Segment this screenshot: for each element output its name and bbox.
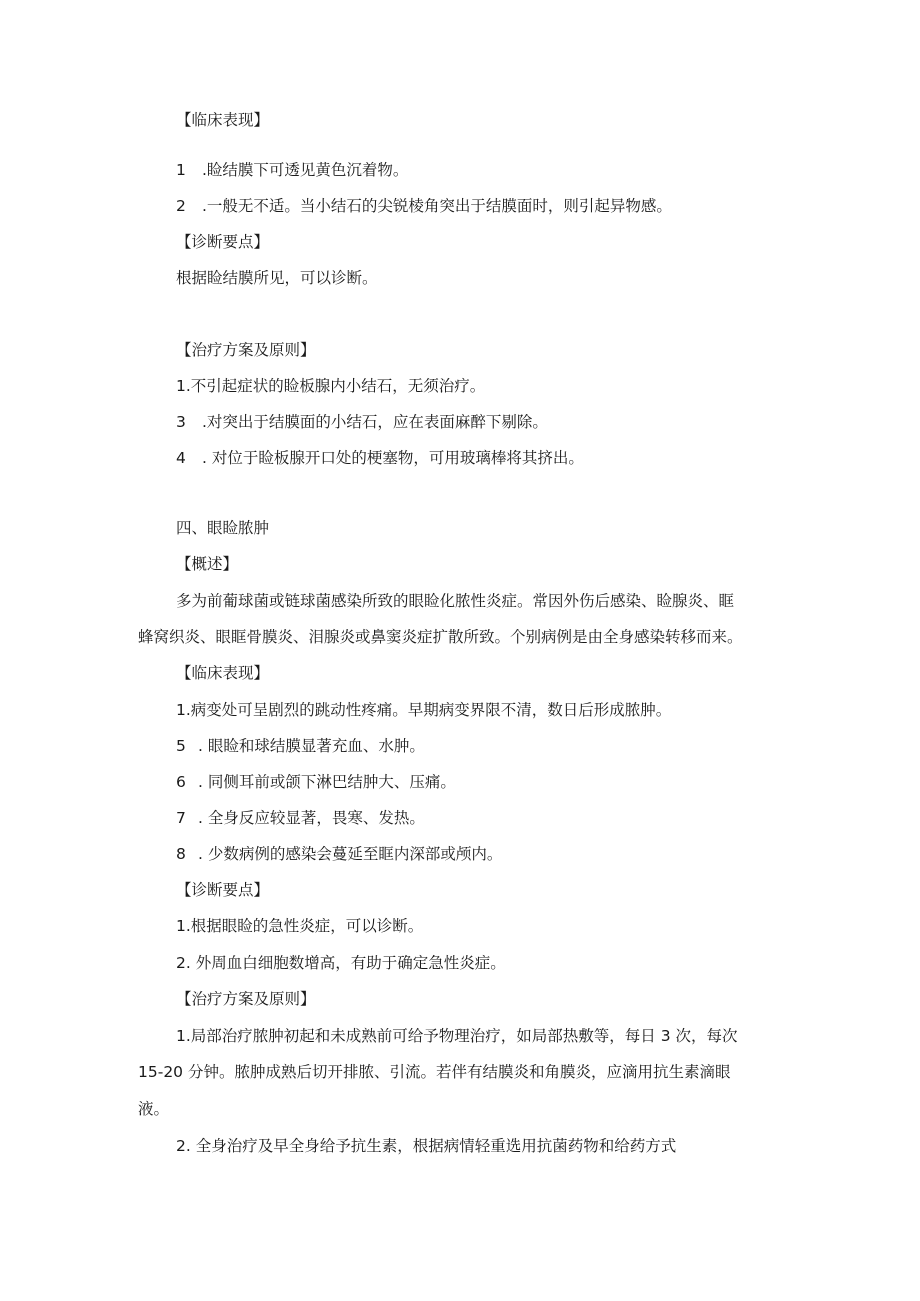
item-number: 7: [176, 809, 186, 827]
list-item: 2. 外周血白细胞数增高，有助于确定急性炎症。: [176, 954, 506, 972]
item-text: . 全身反应较显著，畏寒、发热。: [198, 809, 425, 827]
treatment-heading: 【治疗方案及原则】: [176, 990, 316, 1008]
list-item: [176, 160, 408, 180]
overview-paragraph-line: 蜂窝织炎、眼眶骨膜炎、泪腺炎或鼻窦炎症扩散所致。个别病例是由全身感染转移而来。: [138, 628, 743, 646]
diagnosis-text: 根据睑结膜所见，可以诊断。: [176, 269, 378, 287]
item-text: . 少数病例的感染会蔓延至眶内深部或颅内。: [198, 845, 503, 863]
item-number: 8: [176, 845, 186, 863]
clinical-heading: 【临床表现】: [176, 111, 270, 129]
overview-paragraph-line: 多为前葡球菌或链球菌感染所致的眼睑化脓性炎症。常因外伤后感染、睑腺炎、眶: [176, 592, 735, 610]
item-text: .睑结膜下可透见黄色沉着物。: [202, 161, 409, 179]
item-number: 4: [176, 449, 186, 467]
item-number: 6: [176, 773, 186, 791]
clinical-heading: 【临床表现】: [176, 664, 270, 682]
list-item: [176, 196, 672, 216]
treatment-paragraph-line: 1.局部治疗脓肿初起和未成熟前可给予物理治疗，如局部热敷等，每日 3 次，每次: [176, 1027, 738, 1045]
list-item: 1.病变处可呈剧烈的跳动性疼痛。早期病变界限不清，数日后形成脓肿。: [176, 701, 672, 719]
section-title: 四、眼睑脓肿: [176, 519, 270, 537]
treatment-paragraph-line: 15-20 分钟。脓肿成熟后切开排脓、引流。若伴有结膜炎和角膜炎，应滴用抗生素滴眼: [138, 1063, 731, 1081]
list-item: 1.根据眼睑的急性炎症，可以诊断。: [176, 917, 424, 935]
diagnosis-heading: 【诊断要点】: [176, 881, 270, 899]
list-item: 1.不引起症状的睑板腺内小结石，无须治疗。: [176, 377, 486, 395]
treatment-paragraph-line: 液。: [138, 1100, 170, 1118]
list-item: [176, 736, 425, 756]
list-item: [176, 844, 502, 864]
treatment-heading: 【治疗方案及原则】: [176, 341, 316, 359]
list-item: [176, 412, 548, 432]
overview-heading: 【概述】: [176, 555, 239, 573]
item-number: 1: [176, 161, 186, 179]
item-text: . 同侧耳前或颌下淋巴结肿大、压痛。: [198, 773, 456, 791]
list-item: [176, 448, 584, 468]
item-text: .一般无不适。当小结石的尖锐棱角突出于结膜面时，则引起异物感。: [202, 197, 672, 215]
item-text: . 对位于睑板腺开口处的梗塞物，可用玻璃棒将其挤出。: [202, 449, 584, 467]
list-item: [176, 772, 456, 792]
item-text: .对突出于结膜面的小结石，应在表面麻醉下剔除。: [202, 413, 548, 431]
item-number: 2: [176, 197, 186, 215]
item-number: 5: [176, 737, 186, 755]
item-text: . 眼睑和球结膜显著充血、水肿。: [198, 737, 425, 755]
item-number: 3: [176, 413, 186, 431]
list-item: [176, 808, 425, 828]
diagnosis-heading: 【诊断要点】: [176, 233, 270, 251]
treatment-paragraph-line: 2. 全身治疗及早全身给予抗生素，根据病情轻重选用抗菌药物和给药方式: [176, 1137, 677, 1155]
